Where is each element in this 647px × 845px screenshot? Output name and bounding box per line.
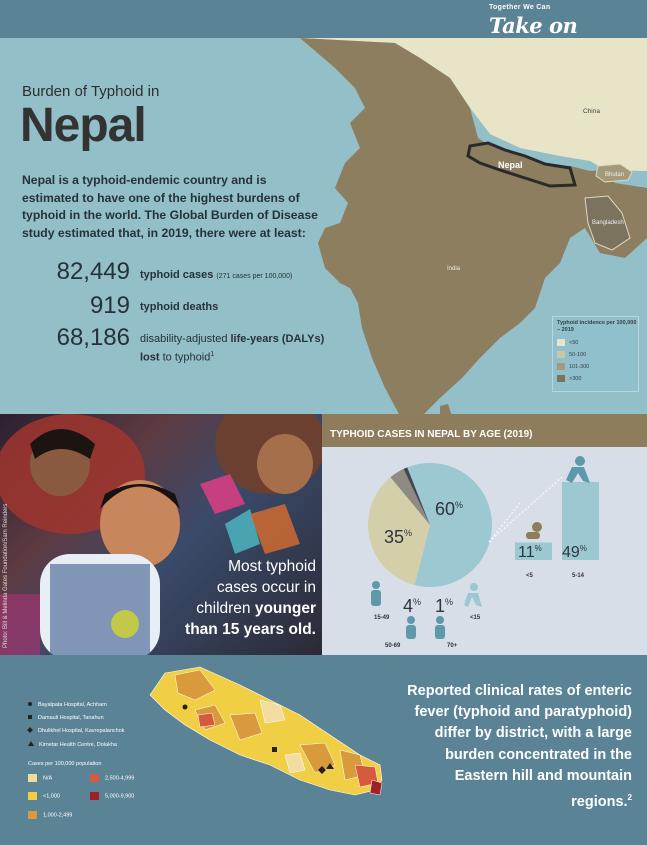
child-running-icon — [464, 583, 482, 607]
stat-number: 82,449 — [56, 258, 130, 285]
page-subtitle: Burden of Typhoid in — [22, 83, 160, 100]
age-label-5-14: 5-14 — [572, 573, 585, 579]
legend-item: N/A — [28, 774, 52, 782]
age-label-70: 70+ — [447, 643, 458, 649]
legend-item: 1,000-2,499 — [28, 811, 72, 819]
legend-item: 50-100 — [557, 351, 586, 358]
legend-item-kirnetar: Kirnetar Health Centre, Dolakha — [28, 741, 117, 748]
pie-label-35: 35% — [384, 527, 413, 547]
district-description: Reported clinical rates of enteric fever (typhoid and paratyphoid) differ by district, with a large burden concentrated in the Eastern hill and mountain regions.$^2$ — [407, 683, 632, 810]
photo-credit: Photo: Bill & Melinda Gates Foundation/Sam Reinders — [3, 503, 9, 648]
legend-item: 5,000-9,900 — [90, 792, 134, 800]
runner-icon — [566, 456, 590, 483]
bhutan-label: Bhutan — [605, 172, 625, 178]
pie-label-60: 60% — [435, 499, 464, 519]
stat-number: 919 — [89, 292, 130, 319]
pie-label-4: 4% — [403, 596, 422, 616]
brand-logo: Take on — [489, 13, 578, 38]
legend-item: <50 — [557, 339, 578, 346]
legend-item: >300 — [557, 375, 581, 382]
legend-title: Typhoid incidence per 100,000 – 2019 — [557, 320, 637, 333]
toddler-icon — [526, 522, 542, 539]
nepal-label: Nepal — [498, 160, 523, 170]
age-label-lt5: <5 — [526, 573, 533, 579]
age-label-15-49: 15-49 — [374, 615, 390, 621]
intro-text: Nepal is a typhoid-endemic country and is estimated to have one of the highest burdens of typhoid in the world. The Global Burden of Disease study estimated that, in 2019, there were at least: — [22, 173, 318, 240]
person-icon-50-69 — [406, 616, 416, 639]
cases-legend-title: Cases per 100,000 population — [28, 761, 102, 767]
legend-item-damauli: Damauli Hospital, Tanahun — [28, 715, 104, 721]
bar-label-49: 49% — [562, 544, 587, 561]
legend-item-dhulikhel: Dhulikhel Hospital, Kavrepalanchok — [28, 728, 125, 734]
legend-item: <1,000 — [28, 792, 60, 800]
age-chart — [322, 447, 647, 660]
pie-label-1: 1% — [435, 596, 454, 616]
stat-label: disability-adjusted life-years (DALYs) lost to typhoid$^1$ — [140, 333, 325, 364]
legend-item-bayalpata: Bayalpata Hospital, Achham — [28, 702, 107, 708]
china-label: China — [583, 108, 600, 115]
age-label-lt15: <15 — [470, 615, 481, 621]
age-pie-chart — [368, 463, 492, 587]
brand-tagline: Together We Can — [489, 4, 551, 11]
person-icon-70 — [435, 616, 445, 639]
stat-label: typhoid cases (271 cases per 100,000) — [140, 269, 293, 281]
age-chart-header: TYPHOID CASES IN NEPAL BY AGE (2019) — [322, 414, 647, 447]
bar-label-11: 11% — [518, 544, 542, 561]
incidence-legend — [552, 316, 639, 392]
page-title: Nepal — [20, 99, 146, 152]
legend-item: 2,500-4,999 — [90, 774, 134, 782]
photo-caption: Most typhoid cases occur in children younger than 15 years old. — [185, 558, 316, 638]
stat-number: 68,186 — [56, 324, 130, 351]
age-label-50-69: 50-69 — [385, 643, 401, 649]
person-icon-15-49 — [371, 581, 381, 606]
india-label: India — [447, 266, 461, 272]
bangladesh-label: Bangladesh — [592, 220, 624, 226]
stat-label: typhoid deaths — [140, 301, 219, 313]
legend-item: 101-300 — [557, 363, 589, 370]
